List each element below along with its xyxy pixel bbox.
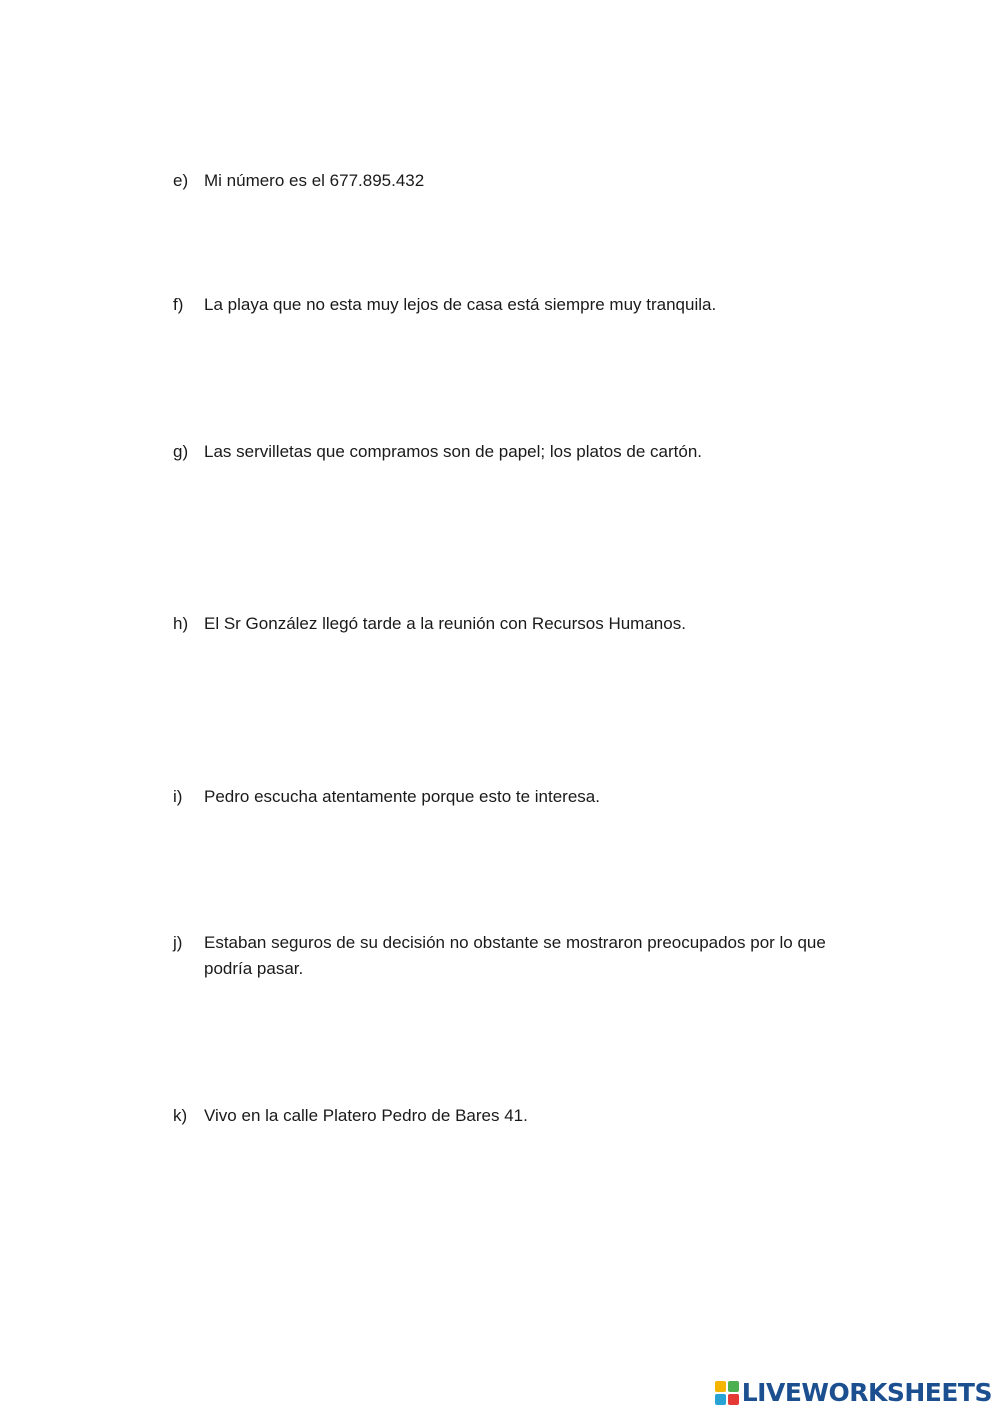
item-marker: f)	[173, 295, 184, 314]
list-item-j	[173, 930, 853, 982]
item-sentence: Pedro escucha atentamente porque esto te interesa.	[204, 787, 600, 806]
item-marker: i)	[173, 787, 183, 806]
item-marker: e)	[173, 171, 189, 190]
list-item-g	[173, 439, 853, 465]
item-sentence: Las servilletas que compramos son de papel; los platos de cartón.	[204, 442, 702, 461]
logo-tile-icon	[728, 1394, 739, 1405]
item-sentence: Mi número es el 677.895.432	[204, 171, 425, 190]
list-item-k	[173, 1103, 853, 1129]
item-marker: k)	[173, 1106, 188, 1125]
logo-tile-icon	[715, 1381, 726, 1392]
item-sentence: Estaban seguros de su decisión no obstante se mostraron preocupados por lo que podría pasar.	[204, 933, 826, 978]
liveworksheets-logo	[715, 1378, 992, 1408]
item-sentence: Vivo en la calle Platero Pedro de Bares 41.	[204, 1106, 528, 1125]
item-marker: j)	[173, 933, 183, 952]
item-marker: h)	[173, 614, 189, 633]
brand-name: LIVEWORKSHEETS	[741, 1378, 992, 1407]
logo-tile-icon	[728, 1381, 739, 1392]
item-marker: g)	[173, 442, 189, 461]
list-item-h	[173, 611, 853, 637]
liveworksheets-icon	[715, 1381, 739, 1405]
item-sentence: La playa que no esta muy lejos de casa está siempre muy tranquila.	[204, 295, 717, 314]
list-item-i	[173, 784, 853, 810]
logo-tile-icon	[715, 1394, 726, 1405]
list-item-f	[173, 292, 853, 318]
list-item-e	[173, 168, 853, 194]
item-sentence: El Sr González llegó tarde a la reunión con Recursos Humanos.	[204, 614, 686, 633]
